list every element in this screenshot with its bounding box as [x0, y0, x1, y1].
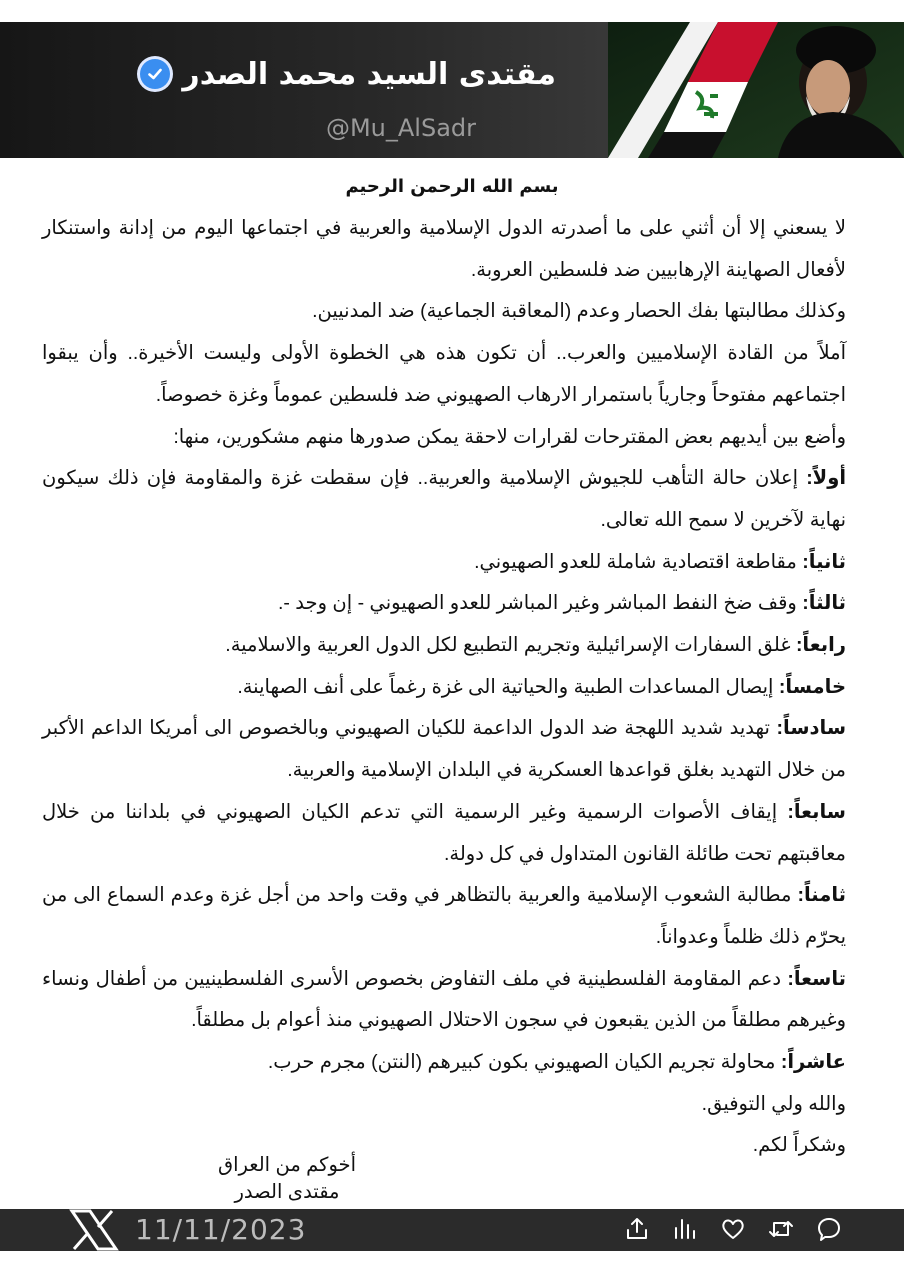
list-item	[42, 625, 846, 667]
reply-icon[interactable]	[816, 1216, 842, 1242]
closing-line-1: والله ولي التوفيق.	[701, 1092, 846, 1115]
item-label: ثانياً:	[802, 550, 846, 573]
item-label: رابعاً:	[795, 634, 846, 657]
item-label: سابعاً:	[787, 800, 846, 823]
retweet-icon[interactable]	[768, 1216, 794, 1242]
verified-badge-icon	[140, 59, 170, 89]
item-label: ثامناً:	[797, 884, 846, 907]
views-icon[interactable]	[672, 1216, 698, 1242]
list-item	[42, 708, 846, 791]
item-label: خامساً:	[778, 675, 846, 698]
item-text: محاولة تجريم الكيان الصهيوني بكون كبيرهم (النتن) مجرم حرب.	[267, 1051, 776, 1074]
signature-line-1: أخوكم من العراق	[217, 1154, 356, 1176]
item-text: وقف ضخ النفط المباشر وغير المباشر للعدو الصهيوني - إن وجد -.	[277, 592, 797, 615]
tweet-body	[42, 208, 846, 1167]
item-text: تهديد شديد اللهجة ضد الدول الداعمة للكيان الصهيوني وبالخصوص الى أمريكا الداعم الأكبر من خلال التهديد بغلق قواعدها العسكرية في البلدان الإسلامية والعربية.	[42, 717, 846, 782]
profile-name-row[interactable]	[140, 54, 556, 94]
bismillah-heading: بسم الله الرحمن الرحيم	[345, 176, 559, 197]
item-text: إعلان حالة التأهب للجيوش الإسلامية والعربية.. فإن سقطت غزة والمقاومة فإن ذلك سيكون نهاية لآخرين لا سمح الله تعالى.	[42, 467, 846, 531]
intro-paragraph-4: وأضع بين أيديهم بعض المقترحات لقرارات لاحقة يمكن صدورها منهم مشكورين، منها:	[173, 425, 846, 448]
item-text: مقاطعة اقتصادية شاملة للعدو الصهيوني.	[474, 550, 797, 573]
signature	[218, 1152, 356, 1206]
profile-handle[interactable]: @Mu_AlSadr	[325, 114, 476, 142]
profile-photo[interactable]	[608, 22, 904, 158]
item-text: دعم المقاومة الفلسطينية في ملف التفاوض بخصوص الأسرى الفلسطينيين من أطفال ونساء وغيرهم مطلقاً من الذين يقبعون في سجون الاحتلال الصهيوني منذ أعوام بل مطلقاً.	[42, 967, 846, 1032]
closing-line-2: وشكراً لكم.	[752, 1134, 846, 1157]
item-label: تاسعاً:	[787, 967, 846, 990]
item-text: إيصال المساعدات الطبية والحياتية الى غزة رغماً على أنف الصهاينة.	[237, 675, 774, 698]
profile-name[interactable]: مقتدى السيد محمد الصدر	[182, 56, 556, 92]
list-item	[42, 875, 846, 958]
intro-paragraph-1: لا يسعني إلا أن أثني على ما أصدرته الدول الإسلامية والعربية في اجتماعها اليوم من إدانة واستنكار لأفعال الصهاينة الإرهابيين ضد فلسطين العروبة.	[42, 217, 846, 281]
list-item	[42, 458, 846, 541]
list-item	[42, 792, 846, 875]
heart-icon[interactable]	[720, 1216, 746, 1242]
list-item	[42, 1042, 846, 1084]
list-item	[42, 959, 846, 1042]
share-icon[interactable]	[624, 1216, 650, 1242]
intro-paragraph-2: وكذلك مطالبتها بفك الحصار وعدم (المعاقبة الجماعية) ضد المدنيين.	[312, 300, 846, 323]
profile-header	[0, 22, 904, 158]
intro-paragraph-3: آملاً من القادة الإسلاميين والعرب.. أن تكون هذه هي الخطوة الأولى وليست الأخيرة.. وأن يبقوا اجتماعهم مفتوحاً وجارياً باستمرار الارهاب الصهيوني ضد فلسطين عموماً وغزة خصوصاً.	[42, 342, 846, 406]
list-item	[42, 667, 846, 709]
tweet-actions	[624, 1216, 842, 1246]
list-item	[42, 542, 846, 584]
item-text: مطالبة الشعوب الإسلامية والعربية بالتظاهر في وقت واحد من أجل غزة وعدم السماع الى من يحرّم ذلك ظلماً وعدواناً.	[42, 884, 846, 948]
item-label: ثالثاً:	[802, 592, 846, 615]
tweet-date: 11/11/2023	[135, 1213, 307, 1246]
list-item	[42, 583, 846, 625]
x-logo-icon[interactable]	[68, 1209, 120, 1251]
item-text: غلق السفارات الإسرائيلية وتجريم التطبيع لكل الدول العربية والاسلامية.	[225, 634, 791, 657]
item-label: أولاً:	[806, 467, 847, 490]
signature-line-2: مقتدى الصدر	[234, 1181, 340, 1203]
item-label: عاشراً:	[780, 1051, 846, 1074]
item-label: سادساً:	[776, 717, 846, 740]
item-text: إيقاف الأصوات الرسمية وغير الرسمية التي تدعم الكيان الصهيوني في بلداننا من خلال معاقبتهم تحت طائلة القانون المتداول في كل دولة.	[42, 800, 846, 865]
